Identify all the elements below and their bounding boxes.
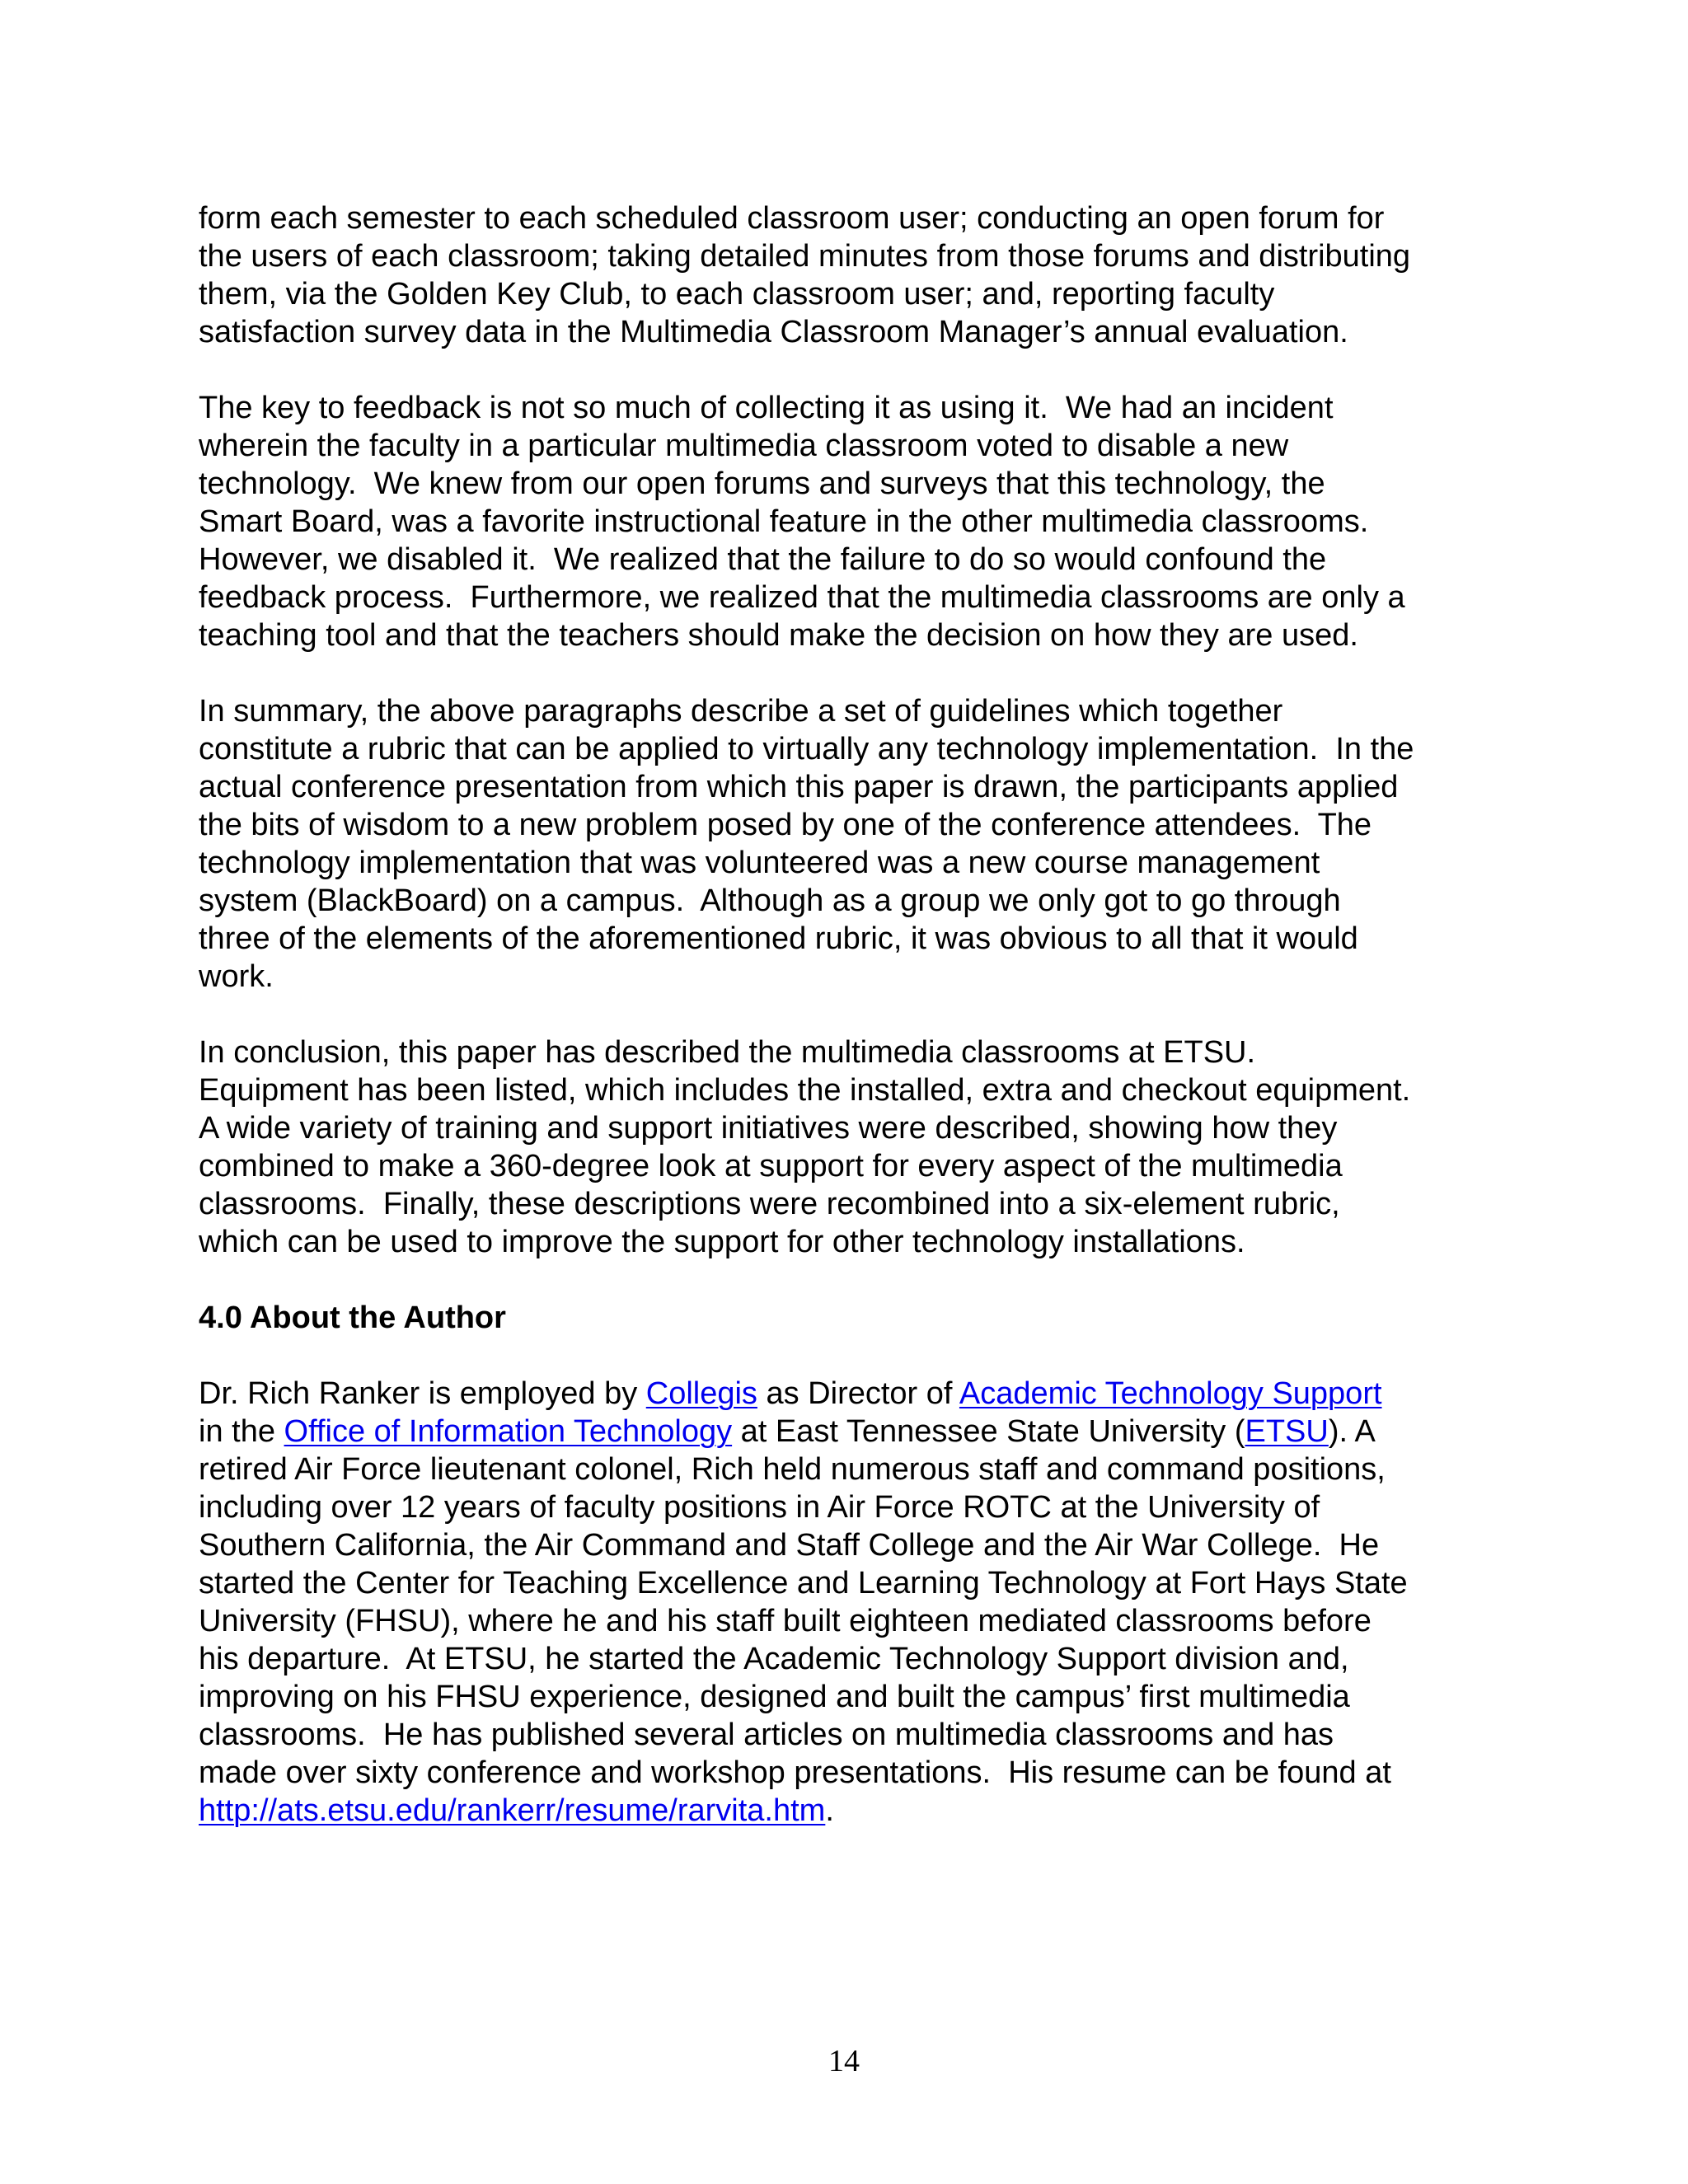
text-line: which can be used to improve the support for other technology installations. — [199, 1225, 1245, 1259]
text-line: University (FHSU), where he and his staff built eighteen mediated classrooms before — [199, 1604, 1372, 1638]
text-line — [199, 1792, 1501, 1830]
text-line: classrooms. Finally, these descriptions were recombined into a six-element rubric, — [199, 1187, 1340, 1221]
text-line: satisfaction survey data in the Multimedia Classroom Manager’s annual evaluation. — [199, 315, 1348, 349]
text-run: in the — [199, 1414, 284, 1449]
text-run: ). A — [1328, 1414, 1376, 1449]
text-line: classrooms. He has published several articles on multimedia classrooms and has — [199, 1718, 1334, 1752]
text-run: at East Tennessee State University ( — [732, 1414, 1245, 1449]
text-line: the users of each classroom; taking detailed minutes from those forums and distributing — [199, 239, 1411, 274]
text-line: three of the elements of the aforementioned rubric, it was obvious to all that it would — [199, 921, 1358, 956]
text-line: In summary, the above paragraphs describe a set of guidelines which together — [199, 694, 1283, 729]
text-line: A wide variety of training and support initiatives were described, showing how they — [199, 1111, 1338, 1146]
text-line — [199, 1375, 1501, 1413]
text-line: Equipment has been listed, which includes the installed, extra and checkout equipment. — [199, 1073, 1411, 1108]
text-line: system (BlackBoard) on a campus. Although as a group we only got to go through — [199, 883, 1341, 918]
text-line: teaching tool and that the teachers should make the decision on how they are used. — [199, 618, 1358, 653]
text-line: combined to make a 360-degree look at support for every aspect of the multimedia — [199, 1149, 1343, 1183]
text-line: actual conference presentation from which this paper is drawn, the participants applied — [199, 770, 1399, 804]
text-line: the bits of wisdom to a new problem posed by one of the conference attendees. The — [199, 808, 1372, 842]
text-line: constitute a rubric that can be applied to virtually any technology implementation. In the — [199, 732, 1414, 766]
text-run: as Director of — [757, 1376, 959, 1411]
collegis-link[interactable]: Collegis — [645, 1376, 757, 1411]
text-line: form each semester to each scheduled classroom user; conducting an open forum for — [199, 201, 1385, 236]
paragraph-feedback-continued — [199, 199, 1501, 351]
text-line: retired Air Force lieutenant colonel, Rich held numerous staff and command positions, — [199, 1452, 1386, 1487]
text-line: started the Center for Teaching Excellence and Learning Technology at Fort Hays State — [199, 1566, 1408, 1601]
text-line: technology implementation that was volunteered was a new course management — [199, 846, 1320, 880]
text-line: In conclusion, this paper has described the multimedia classrooms at ETSU. — [199, 1035, 1256, 1070]
paragraph-about-author — [199, 1375, 1501, 1830]
text-line: Southern California, the Air Command and Staff College and the Air War College. He — [199, 1528, 1380, 1563]
text-line: technology. We knew from our open forums and surveys that this technology, the — [199, 466, 1325, 501]
text-line — [199, 1413, 1501, 1451]
resume-link[interactable]: http://ats.etsu.edu/rankerr/resume/rarvita.htm — [199, 1793, 826, 1828]
paragraph-conclusion — [199, 1033, 1501, 1261]
text-line: including over 12 years of faculty positions in Air Force ROTC at the University of — [199, 1490, 1320, 1525]
text-line: wherein the faculty in a particular multimedia classroom voted to disable a new — [199, 429, 1289, 463]
text-line: feedback process. Furthermore, we realized that the multimedia classrooms are only a — [199, 580, 1405, 615]
text-run: Dr. Rich Ranker is employed by — [199, 1376, 646, 1411]
text-line: work. — [199, 959, 274, 994]
academic-technology-support-link[interactable]: Academic Technology Support — [959, 1376, 1382, 1411]
page-number: 14 — [828, 2044, 860, 2079]
text-line: However, we disabled it. We realized that the failure to do so would confound the — [199, 542, 1327, 577]
section-heading: 4.0 About the Author — [199, 1301, 506, 1335]
text-run: . — [825, 1793, 834, 1828]
page-body — [199, 199, 1501, 1868]
text-line: made over sixty conference and workshop presentations. His resume can be found at — [199, 1755, 1391, 1790]
text-line: improving on his FHSU experience, designed and built the campus’ first multimedia — [199, 1680, 1350, 1714]
text-line: Smart Board, was a favorite instructional feature in the other multimedia classrooms. — [199, 504, 1369, 539]
paragraph-summary — [199, 692, 1501, 996]
text-line: his departure. At ETSU, he started the Academic Technology Support division and, — [199, 1642, 1349, 1676]
office-of-information-technology-link[interactable]: Office of Information Technology — [284, 1414, 733, 1449]
etsu-link[interactable]: ETSU — [1245, 1414, 1329, 1449]
text-line: The key to feedback is not so much of collecting it as using it. We had an incident — [199, 391, 1334, 425]
text-line: them, via the Golden Key Club, to each classroom user; and, reporting faculty — [199, 277, 1275, 312]
paragraph-feedback-key — [199, 389, 1501, 654]
